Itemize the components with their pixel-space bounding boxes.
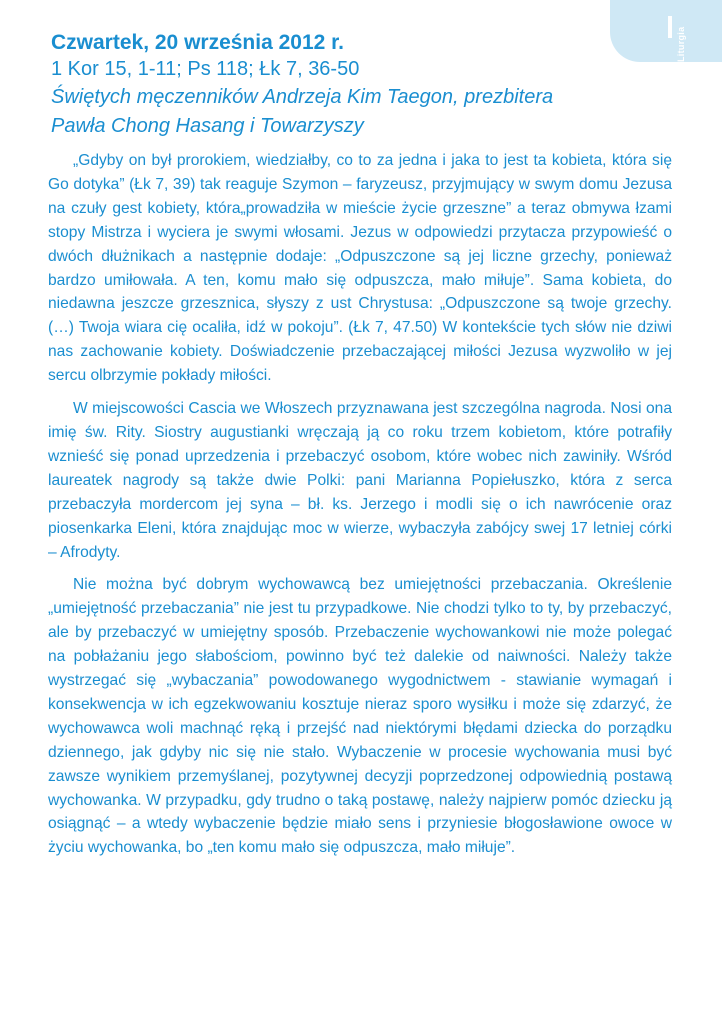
section-tab-bar (668, 16, 672, 38)
paragraph-3: Nie można być dobrym wychowawcą bez umiejętności przebaczania. Określenie „umiejętność przebaczania” nie jest tu przypadkowe. Nie chodzi tylko to ty, by przebaczyć, ale by przebaczyć w umiejętny sposób. Przebaczenie wychowankowi nie może polegać na pobłażaniu jego słabościom, powinno być też dalekie od naiwności. Należy także wystrzegać się „wybaczania” powodowanego wygodnictwem - stawianie wymagań i konsekwencja w ich egzekwowaniu kosztuje nieraz sporo wysiłku i może się zdarzyć, że wychowawca woli machnąć ręką i przejść nad niektórymi błędami dziecka do porządku dziennego, jak gdyby nic się nie stało. Wybaczenie w procesie wychowania musi być zawsze wynikiem przemyślanej, pozytywnej decyzji poprzedzonej odpowiednią postawą wychowanka. W przypadku, gdy trudno o taką postawę, należy najpierw pomóc dziecku ją osiągnąć – a wtedy wybaczenie będzie miało sens i przyniesie błogosławione owoce w życiu wychowanka, bo „ten komu mało się odpuszcza, mało miłuje”. (48, 576, 672, 857)
readings-line: 1 Kor 15, 1-11; Ps 118; Łk 7, 36-50 (51, 58, 360, 80)
section-tab-label: Liturgia (676, 26, 686, 62)
saints-line-1: Świętych męczenników Andrzeja Kim Taegon, prezbitera (51, 86, 554, 108)
paragraph-2: W miejscowości Cascia we Włoszech przyznawana jest szczególna nagroda. Nosi ona imię św. Rity. Siostry augustianki wręczają ją co roku trzem kobietom, które potrafiły wznieść się ponad uprzedzenia i przebaczyć osobom, które wobec nich zawiniły. Wśród laureatek nagrody są także dwie Polki: pani Marianna Popiełuszko, która z serca przebaczyła mordercom jej syna – bł. ks. Jerzego i modli się o ich nawrócenie oraz piosenkarka Eleni, która znajdując moc w wierze, wybaczyła zabójcy swej 17 letniej córki – Afrodyty. (48, 400, 672, 561)
saints-line-2: Pawła Chong Hasang i Towarzyszy (51, 115, 364, 137)
header (51, 29, 611, 141)
section-tab (610, 0, 722, 62)
paragraph-1: „Gdyby on był prorokiem, wiedziałby, co to za jedna i jaka to jest ta kobieta, która się Go dotyka” (Łk 7, 39) tak reaguje Szymon – faryzeusz, przyjmujący w swym domu Jezusa na czuły gest kobiety, która„prowadziła w mieście życie grzeszne” a teraz obmywa łzami stopy Mistrza i wyciera je swymi włosami. Jezus w odpowiedzi przytacza przypowieść o dwóch dłużnikach a następnie dodaje: „Odpuszczone są jej liczne grzechy, ponieważ bardzo umiłowała. A ten, komu mało się odpuszcza, mało miłuje”. Sama kobieta, do niedawna jeszcze grzesznica, słyszy z ust Chrystusa: „Odpuszczone są twoje grzechy. (…) Twoja wiara cię ocaliła, idź w pokoju”. (Łk 7, 47.50) W kontekście tych słów nie dziwi nas zachowanie kobiety. Doświadczenie przebaczającej miłości Jezusa wyzwoliło w jej sercu olbrzymie pokłady miłości. (48, 152, 672, 385)
date-heading: Czwartek, 20 września 2012 r. (51, 31, 345, 54)
body-text (48, 149, 672, 869)
